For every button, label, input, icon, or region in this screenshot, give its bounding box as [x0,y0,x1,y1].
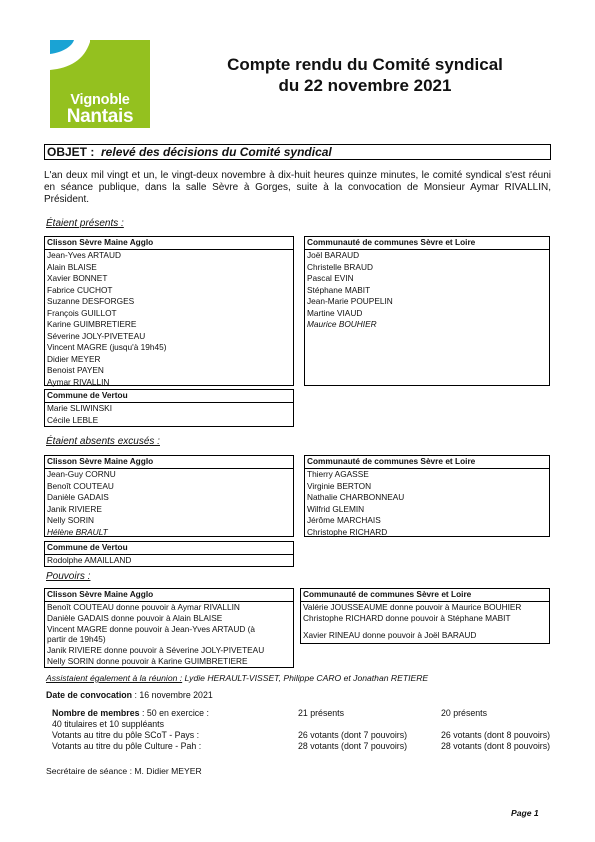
member: Suzanne DESFORGES [47,296,135,306]
page-title [190,54,540,96]
presents-vertou-header: Commune de Vertou [45,390,293,403]
convocation-value: : 16 novembre 2021 [132,690,213,700]
stats-row-members [52,708,572,719]
presents-sevre-loire-box [304,236,550,386]
pouvoir-line: Vincent MAGRE donne pouvoir à Jean-Yves ARTAUD (à [47,623,255,634]
member: Jean-Guy CORNU [47,469,116,479]
member: Aymar RIVALLIN [47,376,110,387]
member: Benoist PAYEN [47,365,104,375]
presents-vertou-list [45,403,293,426]
presents-vertou-box [44,389,294,427]
member: Janik RIVIERE [47,503,102,514]
pouvoirs-sevre-loire-header: Communauté de communes Sèvre et Loire [301,589,549,602]
presents-heading: Étaient présents : [46,218,124,229]
member: Jérôme MARCHAIS [307,515,381,525]
member: Christelle BRAUD [307,261,373,272]
presents-clisson-header: Clisson Sèvre Maine Agglo [45,237,293,250]
member: Christophe RICHARD [307,526,388,537]
absents-clisson-list [45,469,293,538]
member: Didier MEYER [47,353,101,364]
absents-clisson-box [44,455,294,537]
presents-sevre-loire-list [305,250,549,331]
member: Marie SLIWINSKI [47,403,113,413]
secretaire-line: Secrétaire de séance : M. Didier MEYER [46,766,202,776]
objet-box [44,144,551,160]
member: Nathalie CHARBONNEAU [307,492,405,502]
stats-row-culture [52,741,572,752]
member: François GUILLOT [47,307,117,318]
member: Karine GUIMBRETIERE [47,319,137,329]
absents-clisson-header: Clisson Sèvre Maine Agglo [45,456,293,469]
logo-text-line2: Nantais [66,106,134,127]
pouvoirs-sevre-loire-list [301,602,549,641]
member: Rodolphe AMAILLAND [47,555,132,565]
member: Thierry AGASSE [307,469,369,479]
pouvoir-line: Danièle GADAIS donne pouvoir à Alain BLAISE [47,612,223,623]
culture-votants-1: 28 votants (dont 7 pouvoirs) [298,741,408,751]
members-value: : 50 en exercice : [139,708,209,718]
pouvoirs-sevre-loire-box [300,588,550,644]
assistaient-line [46,673,428,683]
member: Jean-Marie POUPELIN [307,296,393,306]
logo-text-line1: Vignoble [70,92,130,108]
member: Vincent MAGRE (jusqu'à 19h45) [47,342,167,352]
member: Nelly SORIN [47,515,95,525]
pouvoir-line: partir de 19h45) [47,634,106,645]
objet-text: relevé des décisions du Comité syndical [101,145,332,159]
stats-block [52,708,572,752]
member: Pascal EVIN [307,273,354,283]
scot-label: Votants au titre du pôle SCoT - Pays : [52,730,200,740]
assistaient-label: Assistaient également à la réunion : [46,673,183,683]
absents-sevre-loire-box [304,455,550,537]
presents-count-2: 20 présents [441,708,487,718]
presents-sevre-loire-header: Communauté de communes Sèvre et Loire [305,237,549,250]
stats-row-scot [52,730,572,741]
absents-vertou-list [45,555,293,567]
member: Stéphane MABIT [307,284,371,295]
title-line1: Compte rendu du Comité syndical [227,55,503,74]
member: Séverine JOLY-PIVETEAU [47,330,146,341]
convocation-line [46,690,213,700]
presents-clisson-box [44,236,294,386]
member: Wilfrid GLEMIN [307,503,365,514]
member: Martine VIAUD [307,307,363,318]
pouvoir-line: Janik RIVIERE donne pouvoir à Séverine JOLY-PIVETEAU [47,645,265,656]
pouvoirs-clisson-box [44,588,294,668]
member: Alain BLAISE [47,261,97,272]
title-line2: du 22 novembre 2021 [278,76,452,95]
convocation-label: Date de convocation [46,690,133,700]
culture-label: Votants au titre du pôle Culture - Pah : [52,741,202,751]
intro-paragraph: L'an deux mil vingt et un, le vingt-deux novembre à dix-huit heures quinze minutes, le comité syndical s'est réuni en séance publique, dans la salle Sèvre à Gorges, suite à la convocation de Monsieur Aymar RIVALLIN, Président. [44,170,551,205]
members-sub: 40 titulaires et 10 suppléants [52,719,164,729]
member: Virginie BERTON [307,480,372,491]
absents-vertou-box [44,541,294,567]
member: Xavier BONNET [47,273,108,283]
pouvoirs-heading: Pouvoirs : [46,571,91,582]
assistaient-names: Lydie HERAULT-VISSET, Philippe CARO et Jonathan RETIERE [184,673,429,683]
member: Cécile LEBLE [47,414,99,425]
pouvoir-line: Nelly SORIN donne pouvoir à Karine GUIMBRETIERE [47,655,248,666]
vignoble-nantais-logo [50,40,150,128]
pouvoirs-clisson-list [45,602,293,667]
culture-votants-2: 28 votants (dont 8 pouvoirs) [441,741,551,751]
absents-sevre-loire-header: Communauté de communes Sèvre et Loire [305,456,549,469]
stats-row-sub [52,719,572,730]
absents-sevre-loire-list [305,469,549,538]
absents-vertou-header: Commune de Vertou [45,542,293,555]
member: Jean-Yves ARTAUD [47,250,121,260]
scot-votants-2: 26 votants (dont 8 pouvoirs) [441,730,551,740]
member-italic: Hélène BRAULT [47,526,108,537]
member: Danièle GADAIS [47,492,109,502]
member: Joël BARAUD [307,250,360,260]
scot-votants-1: 26 votants (dont 7 pouvoirs) [298,730,408,740]
members-label: Nombre de membres [52,708,140,718]
absents-heading: Étaient absents excusés : [46,436,160,447]
member: Fabrice CUCHOT [47,284,113,295]
member-italic: Maurice BOUHIER [307,319,377,329]
objet-label: OBJET : [47,145,95,159]
pouvoir-line: Valérie JOUSSEAUME donne pouvoir à Maurice BOUHIER [303,602,522,612]
pouvoir-line: Xavier RINEAU donne pouvoir à Joël BARAUD [303,630,477,640]
presents-count-1: 21 présents [298,708,344,718]
pouvoirs-clisson-header: Clisson Sèvre Maine Agglo [45,589,293,602]
page-number: Page 1 [511,808,539,818]
pouvoir-line: Benoît COUTEAU donne pouvoir à Aymar RIVALLIN [47,602,240,612]
member: Benoît COUTEAU [47,480,114,491]
presents-clisson-list [45,250,293,388]
pouvoir-line: Christophe RICHARD donne pouvoir à Stéphane MABIT [303,613,511,623]
